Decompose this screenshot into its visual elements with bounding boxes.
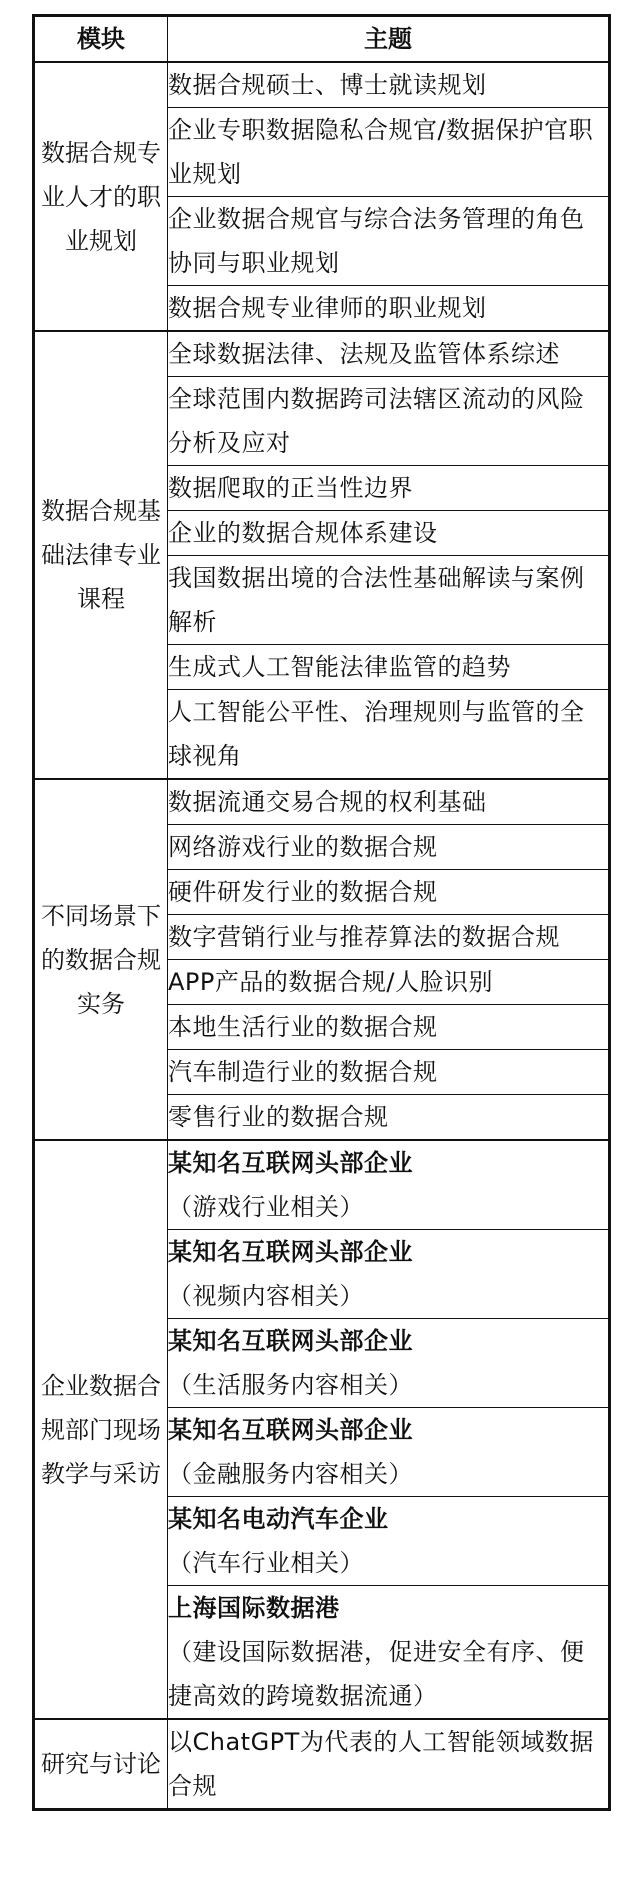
visit-cell bbox=[168, 1230, 610, 1319]
table-row bbox=[34, 1719, 610, 1810]
topic-cell: 数字营销行业与推荐算法的数据合规 bbox=[168, 915, 610, 960]
visit-title: 某知名互联网头部企业 bbox=[168, 1327, 413, 1355]
module-cell-career-planning: 数据合规专业人才的职业规划 bbox=[34, 62, 168, 331]
visit-title: 某知名互联网头部企业 bbox=[168, 1416, 413, 1444]
visit-subtitle: （生活服务内容相关） bbox=[168, 1371, 413, 1399]
visit-subtitle: （金融服务内容相关） bbox=[168, 1460, 413, 1488]
table-header bbox=[34, 16, 610, 63]
visit-cell bbox=[168, 1408, 610, 1497]
topic-cell: 数据流通交易合规的权利基础 bbox=[168, 779, 610, 825]
visit-subtitle: （建设国际数据港，促进安全有序、便捷高效的跨境数据流通） bbox=[168, 1638, 585, 1710]
visit-subtitle: （视频内容相关） bbox=[168, 1282, 364, 1310]
curriculum-table bbox=[32, 14, 611, 1811]
visit-title: 某知名电动汽车企业 bbox=[168, 1505, 389, 1533]
topic-cell: 以ChatGPT为代表的人工智能领域数据合规 bbox=[168, 1719, 610, 1810]
module-cell-research: 研究与讨论 bbox=[34, 1719, 168, 1810]
topic-cell: 全球范围内数据跨司法辖区流动的风险分析及应对 bbox=[168, 377, 610, 466]
visit-subtitle: （汽车行业相关） bbox=[168, 1549, 364, 1577]
header-topic: 主题 bbox=[168, 16, 610, 63]
module-cell-foundation-courses: 数据合规基础法律专业课程 bbox=[34, 331, 168, 779]
visit-cell bbox=[168, 1319, 610, 1408]
module-cell-site-visits: 企业数据合规部门现场教学与采访 bbox=[34, 1140, 168, 1719]
topic-cell: 网络游戏行业的数据合规 bbox=[168, 825, 610, 870]
topic-cell: 企业数据合规官与综合法务管理的角色协同与职业规划 bbox=[168, 197, 610, 286]
visit-title: 上海国际数据港 bbox=[168, 1594, 340, 1622]
topic-cell: 数据合规专业律师的职业规划 bbox=[168, 286, 610, 332]
topic-cell: 数据爬取的正当性边界 bbox=[168, 466, 610, 511]
visit-cell bbox=[168, 1497, 610, 1586]
visit-subtitle: （游戏行业相关） bbox=[168, 1193, 364, 1221]
table-row bbox=[34, 1140, 610, 1230]
topic-cell: 数据合规硕士、博士就读规划 bbox=[168, 62, 610, 108]
module-cell-scenario-practice: 不同场景下的数据合规实务 bbox=[34, 779, 168, 1140]
table-row bbox=[34, 62, 610, 108]
topic-cell: 我国数据出境的合法性基础解读与案例解析 bbox=[168, 556, 610, 645]
visit-cell bbox=[168, 1586, 610, 1720]
topic-cell: 汽车制造行业的数据合规 bbox=[168, 1050, 610, 1095]
topic-cell: 本地生活行业的数据合规 bbox=[168, 1005, 610, 1050]
topic-cell: 人工智能公平性、治理规则与监管的全球视角 bbox=[168, 690, 610, 780]
topic-cell: 硬件研发行业的数据合规 bbox=[168, 870, 610, 915]
visit-cell bbox=[168, 1140, 610, 1230]
table-row bbox=[34, 331, 610, 377]
header-module: 模块 bbox=[34, 16, 168, 63]
topic-cell: 生成式人工智能法律监管的趋势 bbox=[168, 645, 610, 690]
topic-cell: 企业的数据合规体系建设 bbox=[168, 511, 610, 556]
table-row bbox=[34, 779, 610, 825]
header-row bbox=[34, 16, 610, 63]
topic-cell: APP产品的数据合规/人脸识别 bbox=[168, 960, 610, 1005]
topic-cell: 零售行业的数据合规 bbox=[168, 1095, 610, 1141]
topic-cell: 企业专职数据隐私合规官/数据保护官职业规划 bbox=[168, 108, 610, 197]
visit-title: 某知名互联网头部企业 bbox=[168, 1238, 413, 1266]
topic-cell: 全球数据法律、法规及监管体系综述 bbox=[168, 331, 610, 377]
visit-title: 某知名互联网头部企业 bbox=[168, 1149, 413, 1177]
